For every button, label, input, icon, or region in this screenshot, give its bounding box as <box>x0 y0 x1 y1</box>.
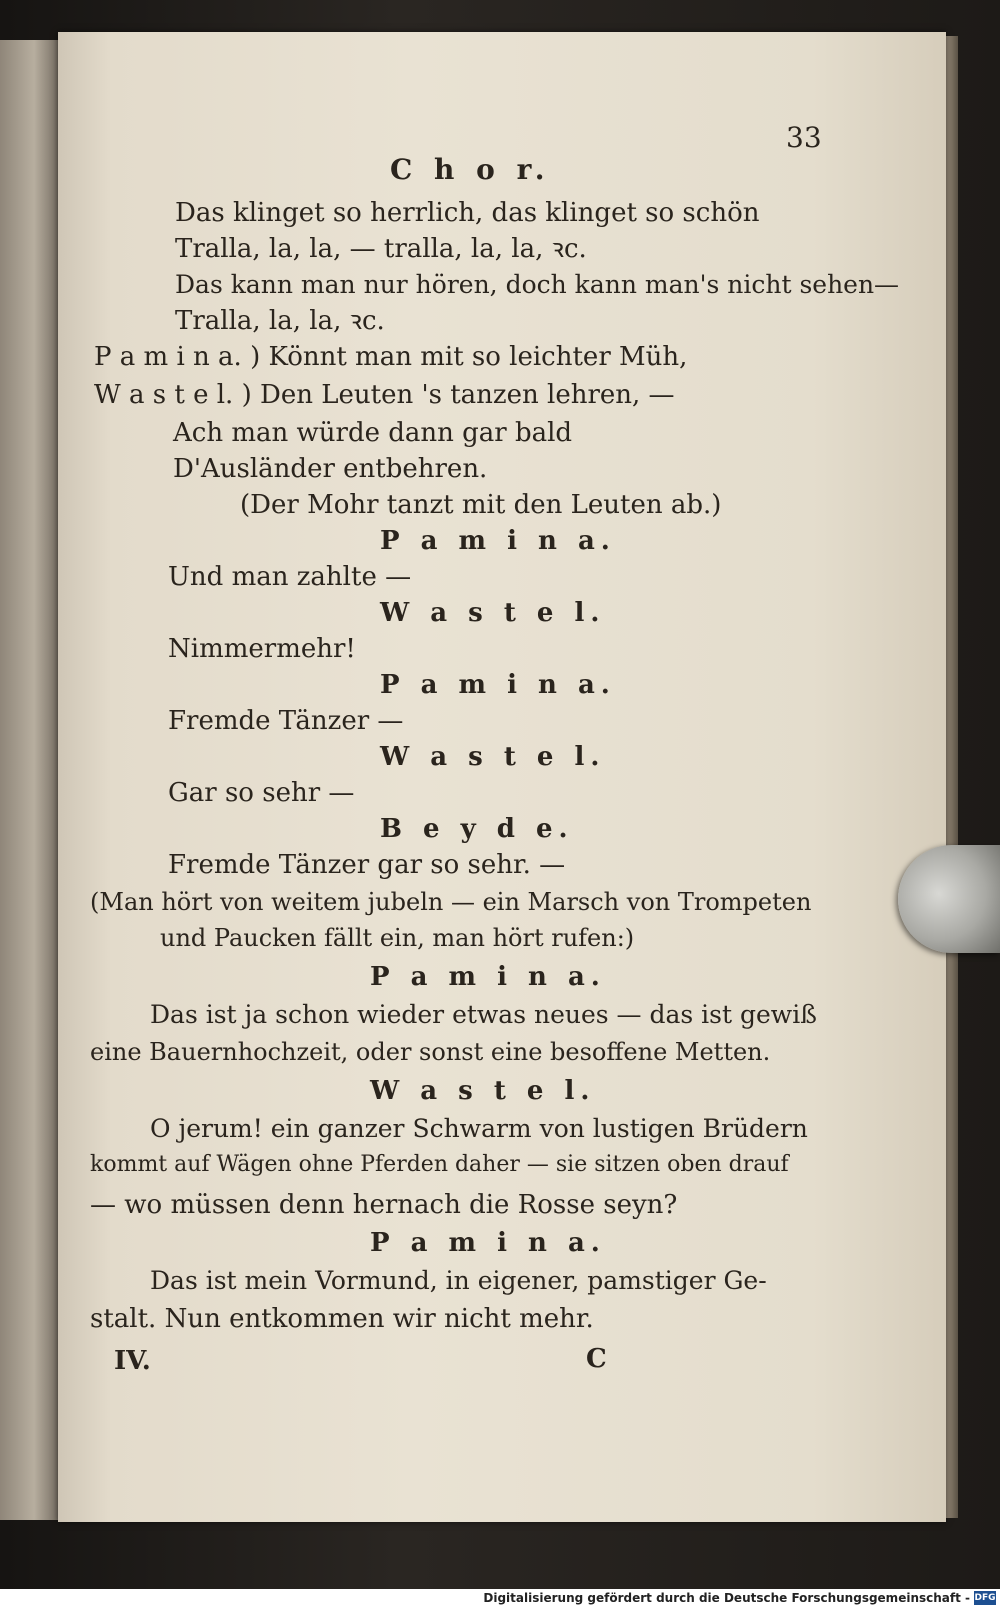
prose-line: kommt auf Wägen ohne Pferden daher — sie sitzen oben drauf <box>90 1152 789 1177</box>
speaker-heading-pamina: P a m i n a. <box>380 670 616 700</box>
digitization-footer <box>0 1589 1000 1609</box>
prose-line: — wo müssen denn hernach die Rosse seyn? <box>90 1190 678 1220</box>
dialogue-line: Fremde Tänzer gar so sehr. — <box>168 850 566 880</box>
speaker-heading-wastel: W a s t e l. <box>380 598 606 628</box>
page-clip <box>898 845 1000 953</box>
verse-line-wastel: W a s t e l. ) Den Leuten 's tanzen lehren, — <box>94 380 675 410</box>
dfg-logo: DFG <box>974 1593 996 1603</box>
stage-direction: (Der Mohr tanzt mit den Leuten ab.) <box>240 490 722 520</box>
speaker-heading-beyde: B e y d e. <box>380 814 574 844</box>
prose-line: Das ist ja schon wieder etwas neues — das ist gewiß <box>150 1000 817 1029</box>
footer-credit-text: Digitalisierung gefördert durch die Deutsche Forschungsgemeinschaft - <box>483 1591 970 1605</box>
prose-line: eine Bauernhochzeit, oder sonst eine besoffene Metten. <box>90 1038 771 1066</box>
prose-line: O jerum! ein ganzer Schwarm von lustigen Brüdern <box>150 1114 808 1143</box>
dialogue-line: Und man zahlte — <box>168 562 412 592</box>
page-edge-shadow <box>946 36 958 1518</box>
prose-line: stalt. Nun entkommen wir nicht mehr. <box>90 1304 594 1334</box>
speaker-heading-wastel: W a s t e l. <box>370 1076 596 1106</box>
dialogue-line: Nimmermehr! <box>168 634 356 664</box>
book-page <box>58 32 946 1522</box>
speaker-heading-pamina: P a m i n a. <box>370 962 606 992</box>
verse-line: Tralla, la, la, ꝛc. <box>175 306 385 336</box>
speaker-heading-chor: C h o r. <box>390 153 551 186</box>
speaker-heading-pamina: P a m i n a. <box>380 526 616 556</box>
verse-line-pamina: P a m i n a. ) Könnt man mit so leichter Müh, <box>94 342 688 372</box>
signature-mark: IV. <box>114 1346 151 1376</box>
facing-page-edge <box>0 40 62 1520</box>
speaker-heading-pamina: P a m i n a. <box>370 1228 606 1258</box>
speaker-heading-wastel: W a s t e l. <box>380 742 606 772</box>
verse-line: Tralla, la, la, — tralla, la, la, ꝛc. <box>175 234 587 264</box>
dialogue-line: Fremde Tänzer — <box>168 706 404 736</box>
verse-line: Ach man würde dann gar bald <box>173 418 573 448</box>
verse-line: D'Ausländer entbehren. <box>173 454 488 484</box>
stage-direction: und Paucken fällt ein, man hört rufen:) <box>160 924 635 952</box>
page-number: 33 <box>786 121 822 154</box>
verse-line: Das kann man nur hören, doch kann man's nicht sehen— <box>175 270 900 299</box>
prose-line: Das ist mein Vormund, in eigener, pamstiger Ge- <box>150 1266 767 1295</box>
dialogue-line: Gar so sehr — <box>168 778 355 808</box>
catchword: C <box>586 1344 607 1374</box>
stage-direction: (Man hört von weitem jubeln — ein Marsch von Trompeten <box>90 888 812 916</box>
verse-line: Das klinget so herrlich, das klinget so schön <box>175 198 760 228</box>
